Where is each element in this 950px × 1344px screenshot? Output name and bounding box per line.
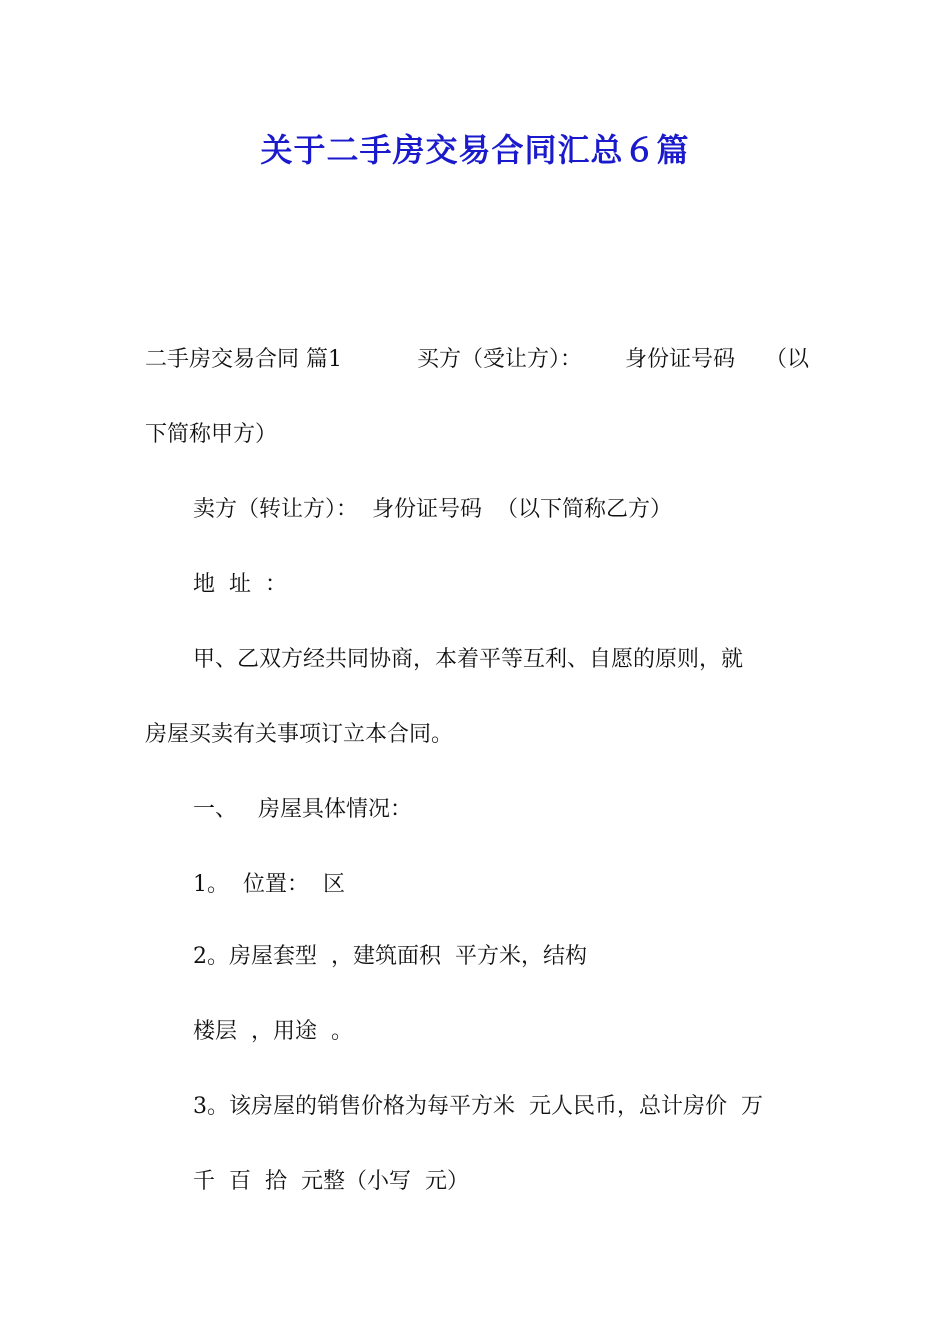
contract-heading: 二手房交易合同 篇1 [145,347,342,372]
item-price-line1: 3。该房屋的销售价格为每平方米 元人民币，总计房价 万 [193,1094,763,1119]
agreement-paragraph-line1: 甲、乙双方经共同协商，本着平等互利、自愿的原则，就 [193,647,744,672]
item-floor-usage: 楼层 ，用途 。 [193,1019,353,1044]
item-price-line2: 千 百 拾 元整（小写 元） [193,1169,469,1194]
buyer-id-label: 身份证号码 [625,347,736,372]
section-heading-property: 一、 房屋具体情况： [193,797,412,822]
item-type-area: 2。房屋套型 ，建筑面积 平方米，结构 [193,944,587,969]
buyer-alias-close: 下简称甲方） [145,422,278,447]
document-title: 关于二手房交易合同汇总６篇 [260,131,690,169]
address-line: 地 址 ： [193,572,287,597]
buyer-alias-open: （以 [765,347,810,372]
seller-line: 卖方（转让方）： 身份证号码 （以下简称乙方） [193,497,672,522]
buyer-label: 买方（受让方）： [417,347,583,372]
item-location: 1。 位置： 区 [193,872,345,897]
agreement-paragraph-line2: 房屋买卖有关事项订立本合同。 [145,722,454,747]
